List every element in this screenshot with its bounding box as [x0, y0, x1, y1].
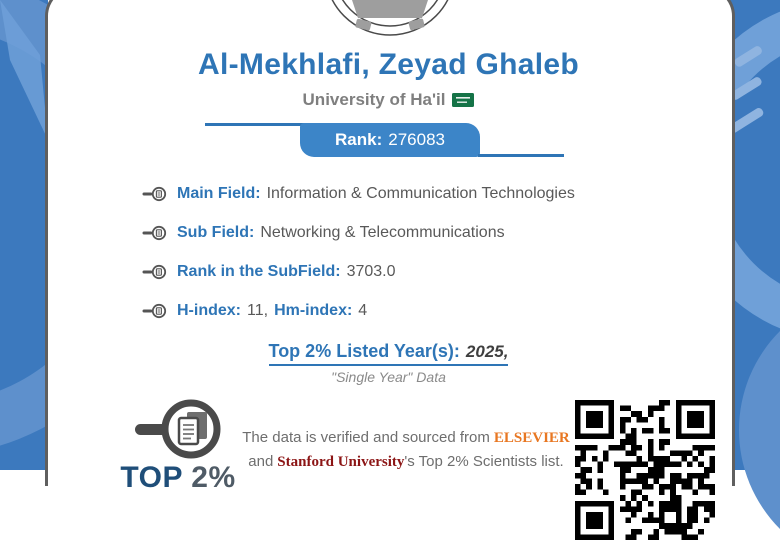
listed-years-underlined: [269, 341, 509, 366]
data-source-note: [226, 426, 586, 474]
rank-badge: [300, 123, 480, 157]
saudi-flag-icon: [452, 92, 474, 112]
right-band-emblem: [729, 0, 780, 470]
rank-label: Rank:: [335, 130, 383, 149]
certificate-content: [48, 0, 729, 494]
field-list: [143, 183, 581, 339]
stanford-wordmark: Stanford University: [277, 454, 405, 470]
document-search-icon: [143, 302, 169, 320]
field-value-2: 4: [358, 302, 368, 319]
right-decor-band: [729, 0, 780, 470]
field-value: 3703.0: [346, 263, 396, 280]
listed-years-label: Top 2% Listed Year(s):: [268, 341, 460, 361]
listed-years-value: 2025,: [465, 342, 509, 361]
rank-value: 276083: [388, 130, 445, 149]
line2-suffix: 's Top 2% Scientists list.: [404, 453, 564, 470]
field-value: 11,: [247, 302, 269, 319]
field-label: Rank in the SubField:: [177, 263, 341, 280]
scientist-name: Al-Mekhlafi, Zeyad Ghaleb: [198, 48, 579, 81]
field-row-h-index: [143, 300, 581, 322]
document-search-icon: [143, 263, 169, 281]
rank-ribbon-line-left: [205, 123, 304, 126]
field-label: Main Field:: [177, 185, 261, 202]
field-row-main-field: [143, 183, 581, 205]
listed-years-line: [48, 341, 729, 366]
line1-prefix: The data is verified and sourced from: [242, 429, 490, 446]
left-decor-band: [0, 0, 48, 470]
field-label-2: Hm-index:: [274, 302, 353, 319]
affiliation-text: University of Ha'il: [302, 90, 446, 109]
data-source-line2: [226, 450, 586, 474]
field-row-subfield-rank: [143, 261, 581, 283]
logo-word-top: TOP: [120, 461, 183, 494]
document-search-icon: [143, 224, 169, 242]
qr-code: [575, 400, 715, 540]
rank-ribbon-line-right: [478, 154, 564, 157]
field-value: Information & Communication Technologies: [266, 185, 575, 202]
field-value: Networking & Telecommunications: [260, 224, 505, 241]
data-source-line1: [226, 426, 586, 450]
single-year-note: "Single Year" Data: [331, 369, 446, 385]
logo-word-pct: 2%: [191, 461, 236, 494]
affiliation-line: [48, 90, 729, 112]
field-label: Sub Field:: [177, 224, 255, 241]
line2-prefix: and: [248, 453, 274, 470]
left-band-swoosh: [0, 0, 48, 470]
magnifier-documents-icon: [123, 400, 233, 458]
document-search-icon: [143, 185, 169, 203]
field-label: H-index:: [177, 302, 241, 319]
elsevier-wordmark: ELSEVIER: [493, 430, 570, 446]
field-row-sub-field: [143, 222, 581, 244]
